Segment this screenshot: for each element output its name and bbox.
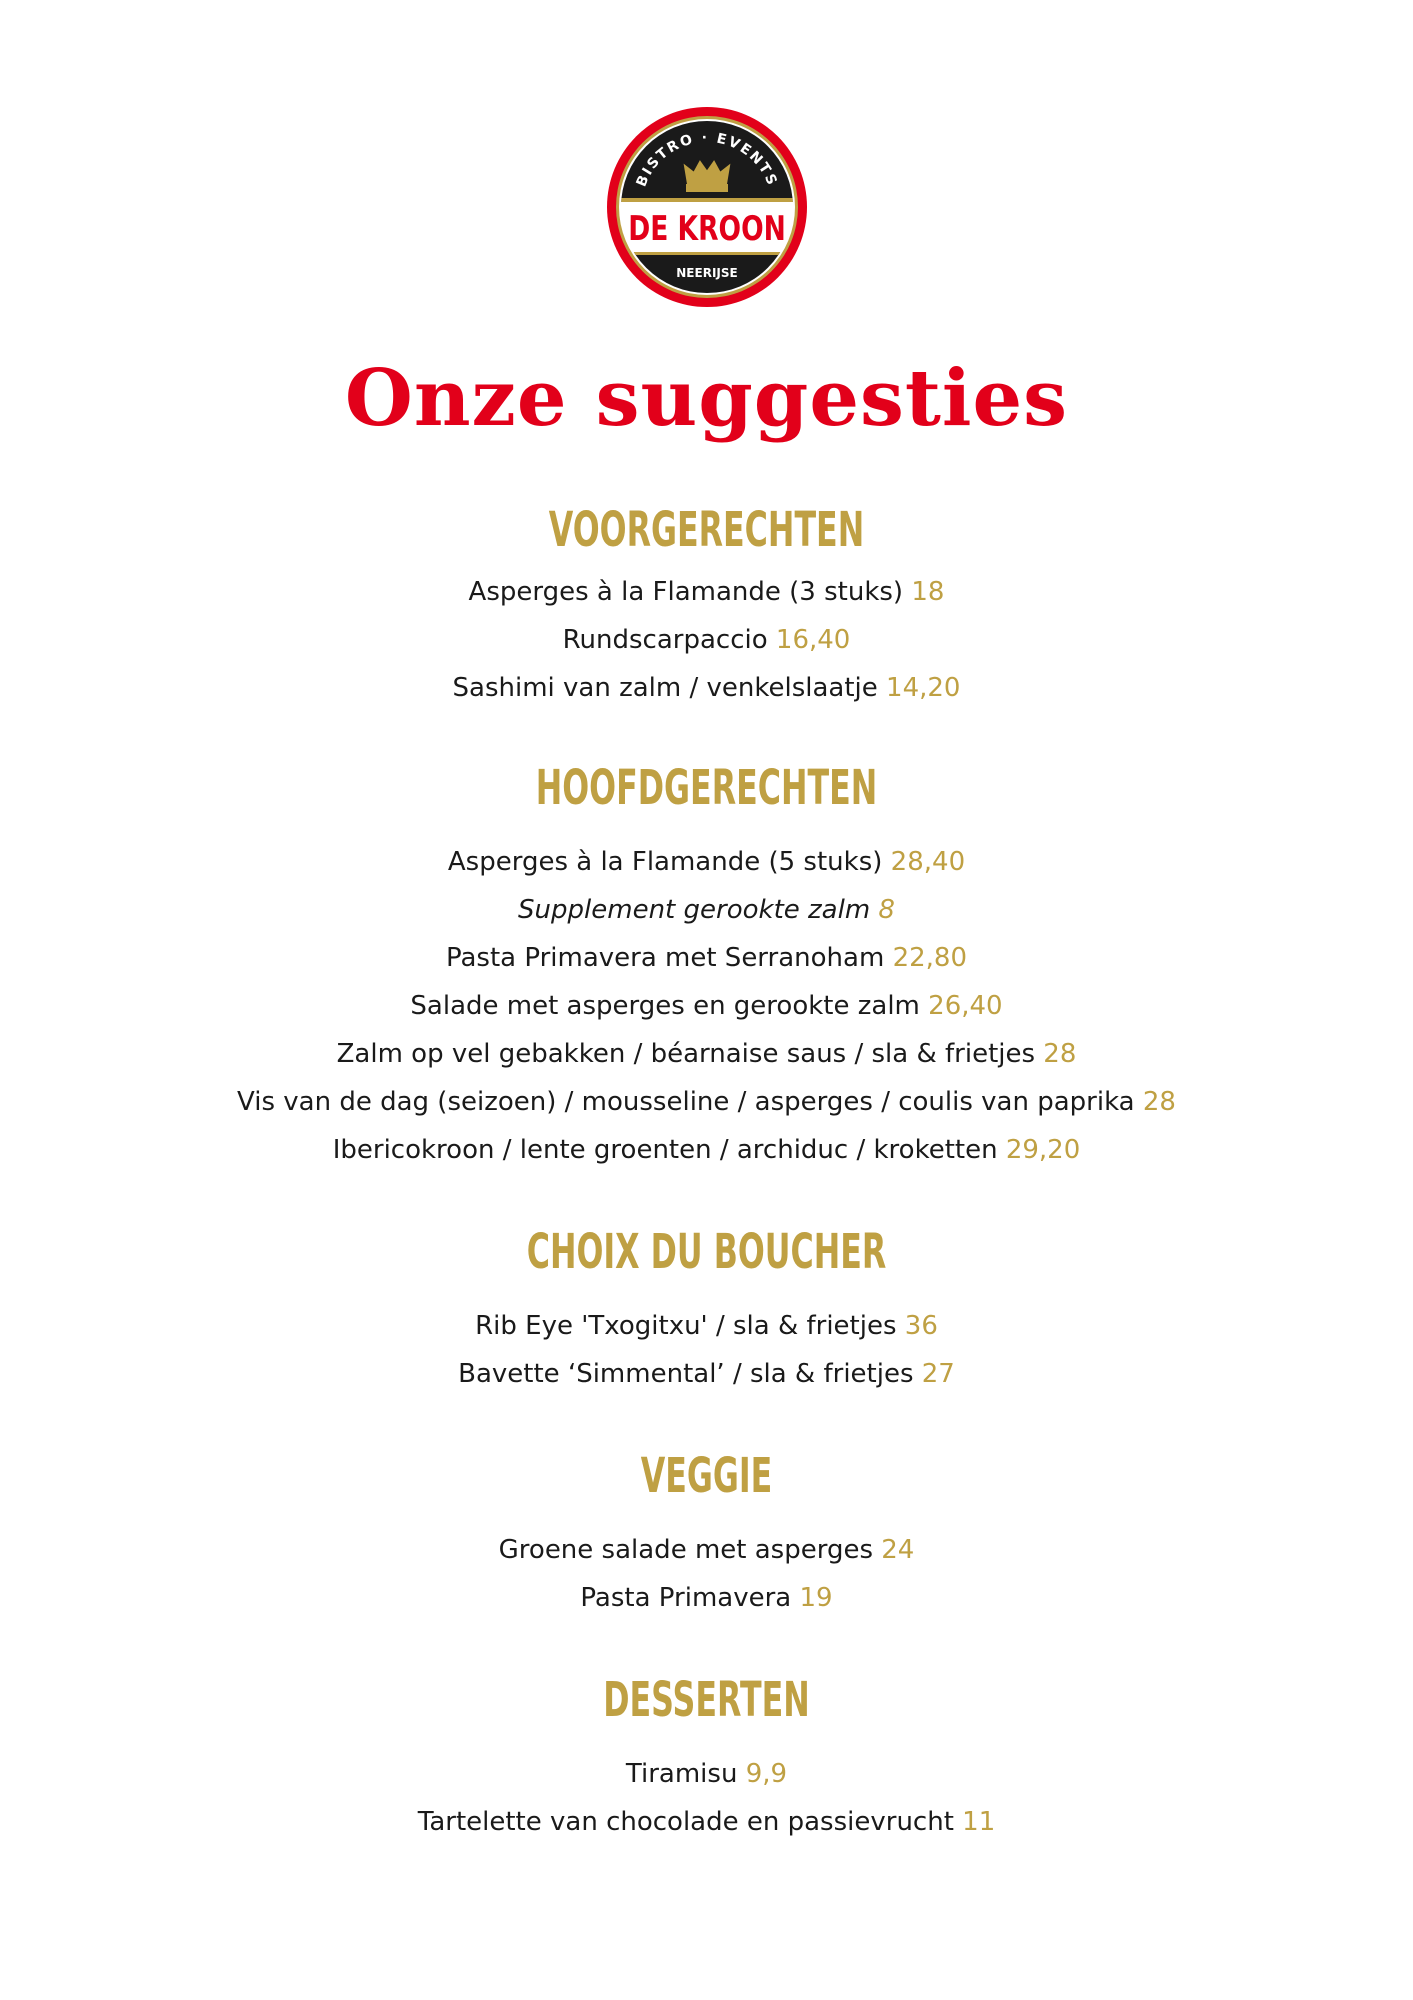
price: 18 xyxy=(911,577,945,607)
svg-text:BISTRO · EVENTS: BISTRO · EVENTS xyxy=(633,129,781,190)
page-title: Onze suggesties xyxy=(344,353,1069,444)
svg-text:DE KROON: DE KROON xyxy=(628,209,786,249)
price: 36 xyxy=(904,1311,938,1341)
price: 27 xyxy=(921,1359,955,1389)
menu-item: Tiramisu 9,9 xyxy=(625,1759,788,1789)
menu-item: Salade met asperges en gerookte zalm 26,40 xyxy=(410,991,1003,1021)
section-voorgerechten xyxy=(0,500,1413,712)
menu-item: Tartelette van chocolade en passievrucht 11 xyxy=(417,1807,996,1837)
price: 22,80 xyxy=(892,943,967,973)
menu-item: Rib Eye 'Txogitxu' / sla & frietjes 36 xyxy=(475,1311,938,1341)
price: 29,20 xyxy=(1005,1135,1081,1165)
menu-item: Zalm op vel gebakken / béarnaise saus / sla & frietjes 28 xyxy=(336,1039,1077,1069)
section-title: VOORGERECHTEN xyxy=(548,502,865,558)
menu-item: Groene salade met asperges 24 xyxy=(498,1535,915,1565)
menu-item: Ibericokroon / lente groenten / archiduc / kroketten 29,20 xyxy=(332,1135,1081,1165)
price: 14,20 xyxy=(886,673,961,703)
item-list xyxy=(0,1750,1413,1846)
section-title: HOOFDGERECHTEN xyxy=(535,760,878,816)
price: 16,40 xyxy=(775,625,851,655)
section-veggie xyxy=(0,1446,1413,1622)
price: 11 xyxy=(962,1807,996,1837)
section-title: DESSERTEN xyxy=(603,1672,810,1728)
menu-item: Asperges à la Flamande (3 stuks) 18 xyxy=(468,577,945,607)
menu-item: Pasta Primavera met Serranoham 22,80 xyxy=(445,943,967,973)
price: 28 xyxy=(1043,1039,1077,1069)
price: 9,9 xyxy=(745,1759,788,1789)
menu-item: Sashimi van zalm / venkelslaatje 14,20 xyxy=(452,673,961,703)
section-choix-du-boucher xyxy=(0,1222,1413,1398)
section-title: VEGGIE xyxy=(640,1448,773,1504)
menu-item: Vis van de dag (seizoen) / mousseline / asperges / coulis van paprika 28 xyxy=(237,1087,1176,1117)
menu-item: Rundscarpaccio 16,40 xyxy=(562,625,851,655)
price: 28 xyxy=(1142,1087,1176,1117)
item-list xyxy=(0,838,1413,1174)
menu-item-supplement: Supplement gerookte zalm 8 xyxy=(518,895,895,925)
section-desserten xyxy=(0,1670,1413,1846)
menu-item: Asperges à la Flamande (5 stuks) 28,40 xyxy=(447,847,966,877)
price: 24 xyxy=(881,1535,915,1565)
menu-item: Pasta Primavera 19 xyxy=(580,1583,833,1613)
section-hoofdgerechten xyxy=(0,758,1413,1174)
restaurant-logo xyxy=(606,106,808,308)
price: 26,40 xyxy=(928,991,1003,1021)
item-list xyxy=(0,1526,1413,1622)
svg-text:NEERIJSE: NEERIJSE xyxy=(676,266,738,280)
section-title: CHOIX DU BOUCHER xyxy=(526,1224,887,1280)
menu-item: Bavette ‘Simmental’ / sla & frietjes 27 xyxy=(458,1359,955,1389)
item-list xyxy=(0,568,1413,712)
price: 8 xyxy=(878,895,895,925)
price: 19 xyxy=(799,1583,833,1613)
price: 28,40 xyxy=(890,847,966,877)
item-list xyxy=(0,1302,1413,1398)
